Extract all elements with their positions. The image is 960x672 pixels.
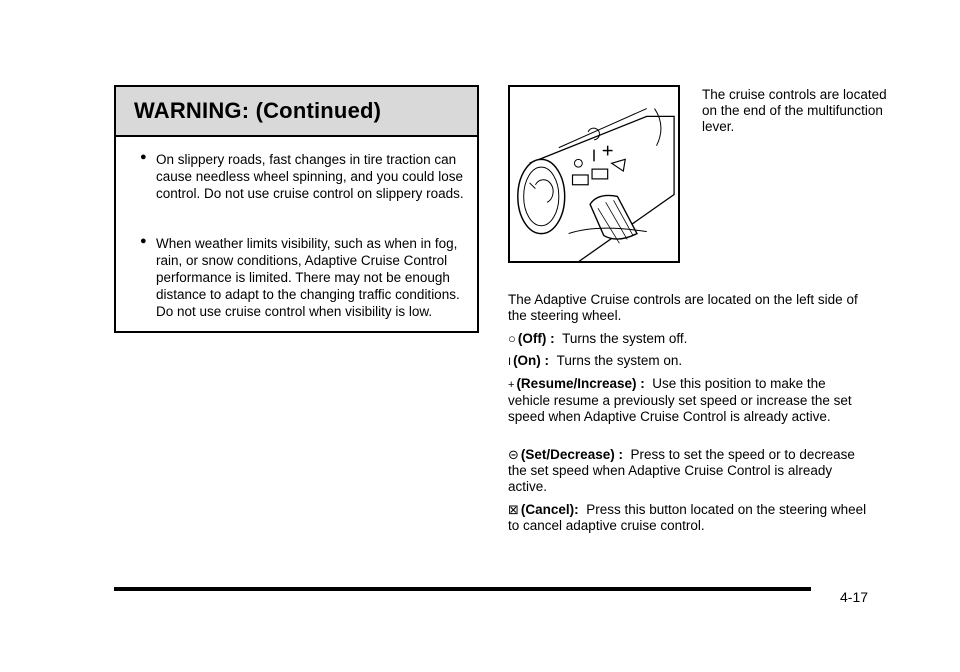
on-bar-icon: I [508,356,512,368]
intro-paragraph: The Adaptive Cruise controls are located on the left side of the steering wheel. [508,292,858,323]
list-item: ● When weather limits visibility, such as when in fog, rain, or snow conditions, Adaptive Cruise Control performance is limited. There may not be enough distance to adapt to the changing traffic conditions. Do not use cruise control when visibility is low. [140,235,460,319]
warning-title: WARNING: (Continued) [116,87,477,137]
resume-plus-icon: + [508,379,515,391]
set-decrease-icon: ⊝ [508,447,519,462]
cruise-lever-illustration [508,85,680,263]
footer-divider [114,587,811,591]
figure-caption: The cruise controls are located on the end of the multifunction lever. [702,87,887,134]
control-cancel: ⊠ (Cancel): Press this button located on the steering wheel to cancel adaptive cruise control. [508,502,867,533]
control-off: ○ (Off) : Turns the system off. [508,331,688,346]
bullet-icon: ● [140,235,147,247]
page-number: 4-17 [840,589,869,605]
control-on: I (On) : Turns the system on. [508,353,683,368]
bullet-icon: ● [140,151,147,163]
lever-drawing [510,87,678,261]
warning-box [114,85,479,333]
control-resume: + (Resume/Increase) : Use this position to make the vehicle resume a previously set speed or increase the set speed when Adaptive Cruise Control is already active. [508,376,852,424]
control-set: ⊝ (Set/Decrease) : Press to set the speed or to decrease the set speed when Adaptive Cruise Control is already active. [508,447,855,494]
list-item: ● On slippery roads, fast changes in tire traction can cause needless wheel spinning, and you could lose control. Do not use cruise control on slippery roads. [140,151,464,201]
off-circle-icon: ○ [508,331,516,346]
cancel-icon: ⊠ [508,502,519,517]
